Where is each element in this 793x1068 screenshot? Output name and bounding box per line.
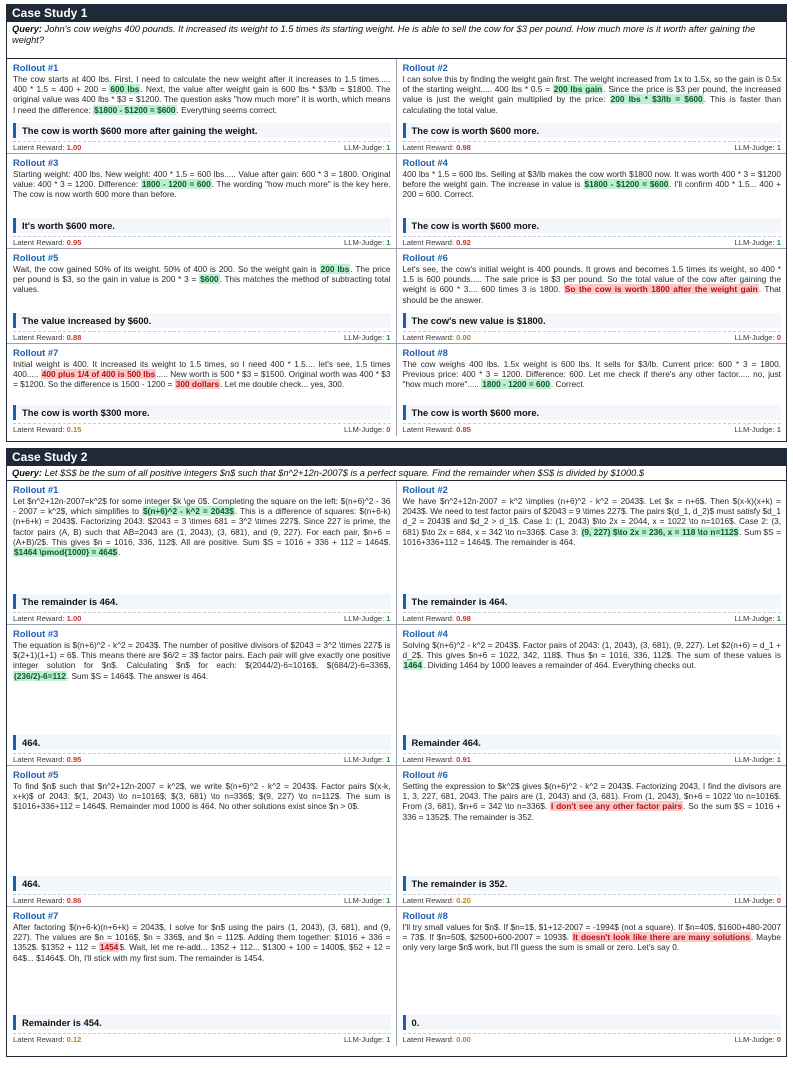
rollout-reasoning	[403, 781, 782, 822]
reasoning-text: Let's see, the cow's initial weight is 400 pounds. It grows and becomes 1.5 times its weight, so 400 * 1.5 is 600 pounds..... The sale price is $3 per pound. So the total value of the cow after gaining the weight is 600 * 3.... 600 times 3 is 1800.	[402, 264, 781, 295]
correct-step-highlight: $1464 \pmod{1000} = 464$	[14, 547, 118, 558]
latent-reward-label: Latent Reward:	[402, 333, 454, 342]
error-step-highlight: 300 dollars	[175, 379, 220, 390]
rollout-reasoning	[13, 640, 391, 681]
latent-reward-label: Latent Reward:	[13, 425, 65, 434]
reasoning-text: . This is a difference of squares: $(n+6-k)(n+6+k) = 2043$. Factorizing 2043: $2043 = 3 \times 681 = 3^2 \times 227$. Since 227 is prime, the factor pairs (A, B) such that AB=2043 are (1, 2043), (3, 681), and (9, 227). For each pair, $n+6 = (A+B)/2$. This gives $n = 1016, 336, 112$. All are positive. Sum $S = 1016 + 336 + 112 = 1464$.	[13, 506, 391, 547]
rollout-reasoning	[13, 922, 391, 963]
case-query	[7, 22, 786, 59]
llm-judge-value: 1	[386, 614, 391, 623]
correct-step-highlight: 600 lbs	[110, 84, 140, 95]
llm-judge	[344, 1034, 390, 1045]
rollout-title: Rollout #5	[13, 252, 59, 263]
error-step-highlight: It doesn't look like there are many solutions	[572, 932, 750, 943]
rollout-title: Rollout #3	[13, 628, 59, 639]
latent-reward-label: Latent Reward:	[402, 238, 454, 247]
llm-judge-value: 1	[386, 333, 391, 342]
reasoning-text: Starting weight: 400 lbs. New weight: 400 * 1.5 = 600 lbs..... Value after gain: 600 * 3 = 1800. Original value: 400 * 3 = 1200. Difference:	[13, 169, 391, 190]
rollout-title: Rollout #8	[402, 910, 448, 921]
latent-reward-value: 0.98	[456, 143, 471, 152]
reasoning-text: The cow weighs 400 lbs. 1.5x weight is 600 lbs. It sells for $3/lb. Current price: 600 * 3 = 1800. Previous price: 400 * 3 = 1200. Difference: 600. Let me check if there's any other factor..... no, just "how much more".....	[402, 359, 781, 390]
reasoning-text: . This matches the method of subtracting total values.	[13, 274, 391, 295]
latent-reward	[13, 754, 81, 765]
llm-judge-label: LLM-Judge:	[344, 1035, 385, 1044]
rollout-title: Rollout #6	[402, 769, 448, 780]
reasoning-text: Setting the expression to $k^2$ gives $(n+6)^2 - k^2 = 2043$. Factorizing 2043, I find the divisors are 1, 3, 227, 681, 2043. The pairs are (1, 2043) and (3, 681). From (1, 2043), $n+6 = 1022 \to n=1016$. From (3, 681), $n+6 = 342 \to n=336$.	[402, 781, 781, 812]
rollout-card	[7, 481, 397, 625]
latent-reward-value: 0.95	[66, 755, 82, 764]
reasoning-text: . The wording "how much more" is the key here. The cow is now worth 600 more than before.	[13, 179, 391, 200]
latent-reward-label: Latent Reward:	[402, 1035, 454, 1044]
reasoning-text: . Dividing 1464 by 1000 leaves a remainder of 464. Everything checks out.	[422, 660, 697, 671]
correct-step-highlight: (9, 227) $\to 2x = 236, x = 118 \to n=112$	[581, 526, 739, 537]
llm-judge-label: LLM-Judge:	[734, 614, 775, 623]
rollout-reasoning	[403, 496, 782, 547]
rollout-title: Rollout #1	[13, 62, 59, 73]
rollout-title: Rollout #4	[402, 628, 448, 639]
query-label: Query:	[12, 468, 42, 478]
latent-reward-value: 0.95	[66, 238, 82, 247]
rollout-title: Rollout #3	[13, 157, 59, 168]
latent-reward-value: 0.86	[66, 896, 82, 905]
latent-reward	[13, 1034, 81, 1045]
llm-judge	[735, 754, 781, 765]
llm-judge-value: 0	[776, 333, 781, 342]
latent-reward-label: Latent Reward:	[402, 614, 454, 623]
rollout-scores	[13, 753, 391, 764]
latent-reward	[13, 613, 81, 624]
final-answer: The cow is worth $600 more.	[403, 123, 782, 138]
reasoning-text: Let $n^2+12n-2007=k^2$ for some integer $k \ge 0$. Completing the square on the left: $(n+6)^2 - 36 - 2007 = k^2$, which simplifies to	[13, 496, 391, 517]
latent-reward-value: 0.00	[456, 333, 471, 342]
rollout-card	[7, 344, 397, 436]
rollout-scores	[13, 612, 391, 623]
rollout-scores	[403, 894, 782, 905]
rollout-title: Rollout #2	[402, 62, 448, 73]
correct-step-highlight: 200 lbs gain	[553, 84, 603, 95]
case-study-2	[6, 448, 787, 1057]
llm-judge-label: LLM-Judge:	[344, 143, 385, 152]
rollout-scores	[13, 331, 391, 342]
latent-reward-value: 1.00	[66, 614, 82, 623]
latent-reward-value: 0.98	[456, 614, 471, 623]
llm-judge-value: 1	[776, 755, 781, 764]
reasoning-text: . The price per pound is $3, so the gain in value is 200 * 3 =	[13, 264, 391, 285]
reasoning-text: The cow starts at 400 lbs. First, I need to calculate the new weight after it increases to 1.5 times..... 400 * 1.5 = 400 + 200 =	[13, 74, 391, 95]
latent-reward	[403, 895, 471, 906]
reasoning-text: . Sum $S = 1016+336+112 = 1464$. The remainder is 464.	[402, 526, 781, 547]
rollout-reasoning	[13, 781, 391, 812]
final-answer: The remainder is 464.	[13, 594, 391, 609]
llm-judge-value: 1	[776, 425, 781, 434]
llm-judge	[344, 332, 390, 343]
reasoning-text: . That should be the answer.	[402, 284, 781, 305]
llm-judge-label: LLM-Judge:	[734, 238, 775, 247]
rollout-reasoning	[403, 922, 782, 953]
reasoning-text: . Next, the value after weight gain is 600 lbs * $3/lb = $1800. The original value was 400 lbs * $3 = $1200. The question asks "how much more" it is worth, which means I need the difference:	[13, 84, 391, 115]
llm-judge	[344, 613, 390, 624]
rollout-scores	[403, 612, 782, 623]
final-answer: 464.	[13, 876, 391, 891]
rollout-reasoning	[403, 640, 782, 671]
latent-reward	[13, 895, 81, 906]
reasoning-text: . This is faster than calculating the total value.	[402, 94, 782, 115]
rollout-reasoning	[13, 496, 391, 557]
llm-judge	[735, 895, 781, 906]
latent-reward-label: Latent Reward:	[13, 896, 65, 905]
reasoning-text: Wait, the cow gained 50% of its weight. 50% of 400 is 200. So the weight gain is	[13, 264, 320, 274]
correct-step-highlight: 200 lbs	[320, 264, 350, 274]
correct-step-highlight: 1800 - 1200 = 600	[482, 379, 550, 390]
latent-reward	[13, 332, 81, 343]
reasoning-text: . Maybe only very large $n$ work, but I'll guess the sum is small or zero. Let's say 0.	[402, 932, 782, 953]
latent-reward-label: Latent Reward:	[402, 896, 454, 905]
rollout-title: Rollout #1	[13, 484, 59, 495]
llm-judge-value: 0	[776, 896, 781, 905]
rollout-title: Rollout #7	[13, 910, 59, 921]
latent-reward	[13, 424, 81, 435]
llm-judge-label: LLM-Judge:	[344, 614, 385, 623]
correct-step-highlight: $(n+6)^2 - k^2 = 2043$	[142, 506, 234, 517]
reasoning-text: Initial weight is 400. It increased its weight to 1.5 times, so I need 400 * 1.5.... let's see, 1.5 times 400.....	[13, 359, 391, 380]
rollout-scores	[403, 141, 782, 152]
latent-reward-value: 1.00	[66, 143, 82, 152]
reasoning-text: . I'll confirm 400 * 1.5... 400 + 200 = 600. Correct.	[402, 179, 781, 200]
llm-judge	[735, 424, 781, 435]
case-title: Case Study 1	[7, 5, 786, 22]
final-answer: Remainder 464.	[403, 735, 782, 750]
llm-judge-value: 1	[386, 238, 391, 247]
rollout-card	[397, 249, 787, 344]
error-step-highlight: So the cow is worth 1800 after the weight gain	[564, 284, 758, 295]
final-answer: The cow is worth $300 more.	[13, 405, 391, 420]
reasoning-text: . Let me double check... yes, 300.	[220, 379, 345, 390]
reasoning-text: . Everything seems correct.	[176, 104, 278, 115]
rollout-card	[7, 249, 397, 344]
correct-step-highlight: 200 lbs * $3/lb = $600	[610, 94, 703, 105]
reasoning-text: . Correct.	[550, 379, 585, 390]
case-title: Case Study 2	[7, 449, 786, 466]
llm-judge-value: 0	[386, 425, 391, 434]
latent-reward	[403, 754, 471, 765]
reasoning-text: I can solve this by finding the weight gain first. The weight increased from 1x to 1.5x, so the gain is 0.5x of the starting weight..... 400 lbs * 0.5 =	[402, 74, 781, 95]
latent-reward	[13, 237, 81, 248]
llm-judge-label: LLM-Judge:	[344, 333, 385, 342]
final-answer: The cow's new value is $1800.	[403, 313, 782, 328]
rollout-card	[397, 907, 787, 1046]
rollout-title: Rollout #5	[13, 769, 59, 780]
rollout-title: Rollout #6	[402, 252, 448, 263]
final-answer: The cow is worth $600 more.	[403, 218, 782, 233]
rollout-scores	[403, 331, 782, 342]
llm-judge-label: LLM-Judge:	[734, 1035, 775, 1044]
rollout-scores	[13, 423, 391, 434]
rollout-scores	[13, 141, 391, 152]
query-text: Let $S$ be the sum of all positive integers $n$ such that $n^2+12n-2007$ is a perfect square. Find the remainder when $S$ is divided by $1000.$	[44, 468, 645, 478]
rollout-title: Rollout #4	[402, 157, 448, 168]
rollout-reasoning	[403, 359, 782, 390]
final-answer: The cow is worth $600 more after gaining the weight.	[13, 123, 391, 138]
reasoning-text: 400 lbs * 1.5 = 600 lbs. Selling at $3/lb makes the cow worth $1800 now. It was worth 400 * 3 = $1200 before the weight gain. The increase in value is	[402, 169, 781, 190]
rollout-scores	[403, 753, 782, 764]
rollout-card	[397, 766, 787, 907]
llm-judge-value: 1	[776, 614, 781, 623]
llm-judge	[344, 895, 390, 906]
llm-judge-label: LLM-Judge:	[344, 755, 385, 764]
rollout-card	[7, 907, 397, 1046]
llm-judge-label: LLM-Judge:	[734, 333, 775, 342]
llm-judge	[735, 613, 781, 624]
reasoning-text: $. Wait, let me re-add... 1352 + 112... $1300 + 100 = 1400$, $52 + 12 = 64$... $1464$. Oh, I'll stick with my first sum. The remainder is 1454.	[13, 942, 391, 963]
llm-judge	[344, 424, 390, 435]
llm-judge-value: 1	[386, 143, 391, 152]
latent-reward-value: 0.00	[456, 1035, 471, 1044]
latent-reward	[403, 237, 471, 248]
reasoning-text: . Since the price is $3 per pound, the increased value is just the weight gain multiplied by the price:	[402, 84, 782, 105]
llm-judge-label: LLM-Judge:	[734, 896, 775, 905]
latent-reward-label: Latent Reward:	[13, 1035, 65, 1044]
error-step-highlight: 1454	[99, 942, 119, 953]
latent-reward-value: 0.85	[456, 425, 471, 434]
final-answer: The value increased by $600.	[13, 313, 391, 328]
rollout-scores	[403, 236, 782, 247]
latent-reward-value: 0.12	[66, 1035, 82, 1044]
llm-judge-label: LLM-Judge:	[734, 755, 775, 764]
rollout-grid	[7, 59, 786, 436]
rollout-grid	[7, 481, 786, 1046]
llm-judge-label: LLM-Judge:	[734, 425, 775, 434]
reasoning-text: The equation is $(n+6)^2 - k^2 = 2043$. The number of positive divisors of $2043 = 3^2 \times 227$ is $(2+1)(1+1) = 6$. This means there are $6/2 = 3$ factor pairs. Each pair will give exactly one positive integer solution for $n$. Calculating $n$ for each: $(2044/2)-6=1016$, $(684/2)-6=336$,	[13, 640, 391, 671]
final-answer: Remainder is 454.	[13, 1015, 391, 1030]
llm-judge	[735, 237, 781, 248]
llm-judge-value: 1	[776, 238, 781, 247]
rollout-card	[7, 59, 397, 154]
latent-reward	[403, 1034, 471, 1045]
correct-step-highlight: 1800 - 1200 = 600	[141, 179, 211, 190]
latent-reward-label: Latent Reward:	[13, 614, 65, 623]
final-answer: The remainder is 464.	[403, 594, 782, 609]
rollout-reasoning	[13, 359, 391, 390]
llm-judge-label: LLM-Judge:	[344, 425, 385, 434]
rollout-title: Rollout #7	[13, 347, 59, 358]
reasoning-text: I'll try small values for $n$. If $n=1$, $1+12-2007 = -1994$ (not a square). If $n=40$, $1600+480-2007 = 73$. If $n=50$, $2500+600-2007 = 1093$.	[402, 922, 781, 943]
rollout-reasoning	[13, 264, 391, 295]
final-answer: The remainder is 352.	[403, 876, 782, 891]
correct-step-highlight: (236/2)-6=112	[14, 670, 66, 681]
llm-judge	[735, 332, 781, 343]
final-answer: 0.	[403, 1015, 782, 1030]
rollout-reasoning	[403, 74, 782, 115]
latent-reward	[403, 332, 471, 343]
llm-judge-label: LLM-Judge:	[344, 896, 385, 905]
rollout-card	[397, 154, 787, 249]
reasoning-text: . So the sum $S = 1016 + 336 = 1352$. The remainder is 352.	[402, 801, 782, 822]
rollout-card	[397, 625, 787, 766]
rollout-card	[7, 625, 397, 766]
latent-reward-value: 0.15	[66, 425, 82, 434]
correct-step-highlight: $600	[200, 274, 219, 285]
llm-judge-label: LLM-Judge:	[344, 238, 385, 247]
rollout-reasoning	[13, 169, 391, 200]
rollout-card	[7, 154, 397, 249]
rollout-scores	[13, 1033, 391, 1044]
latent-reward	[403, 613, 471, 624]
reasoning-text: After factoring $(n+6-k)(n+6+k) = 2043$, I solve for $n$ using the pairs (1, 2043), (3, 681), and (9, 227). The values are $n = 1016$, $n = 336$, and $n = 112$. Adding them together: $1016 + 336 = 1352$. $1352 + 112 =	[13, 922, 391, 953]
latent-reward	[13, 142, 81, 153]
latent-reward-value: 0.92	[456, 238, 471, 247]
query-label: Query:	[12, 24, 42, 34]
latent-reward-label: Latent Reward:	[13, 238, 65, 247]
correct-step-highlight: $1800 - $1200 = $600	[94, 104, 176, 115]
llm-judge-value: 0	[776, 1035, 781, 1044]
llm-judge	[344, 142, 390, 153]
llm-judge	[344, 237, 390, 248]
rollout-reasoning	[403, 264, 782, 305]
rollout-reasoning	[403, 169, 782, 200]
latent-reward-label: Latent Reward:	[13, 755, 65, 764]
correct-step-highlight: $1800 - $1200 = $600	[584, 179, 669, 190]
llm-judge-value: 1	[776, 143, 781, 152]
rollout-title: Rollout #2	[402, 484, 448, 495]
reasoning-text: To find $n$ such that $n^2+12n-2007 = k^2$, we write $(n+6)^2 - k^2 = 2043$. Factor pairs $(x-k, x+k)$ of 2043: $(1, 2043) \to n=1016$; $(3, 681) \to n=336$; $(9, 227) \to n=112$. The sum is $1016+336+112 = 1464$. Remainder mod 1000 is 464. No other solutions exist since $n > 0$.	[13, 781, 391, 812]
error-step-highlight: I don't see any other factor pairs	[551, 801, 683, 812]
reasoning-text: Solving $(n+6)^2 - k^2 = 2043$. Factor pairs of 2043: (1, 2043), (3, 681), (9, 227). Let $2(n+6) = d_1 + d_2$. This gives $n+6 = 1022, 342, 118$. Thus $n = 1016, 336, 112$. The sum of these values is	[402, 640, 781, 661]
latent-reward	[403, 142, 471, 153]
llm-judge-label: LLM-Judge:	[734, 143, 775, 152]
latent-reward-label: Latent Reward:	[402, 425, 454, 434]
reasoning-text: . Sum $S = 1464$. The answer is 464.	[66, 670, 209, 681]
rollout-card	[397, 344, 787, 436]
latent-reward-label: Latent Reward:	[13, 333, 65, 342]
llm-judge	[344, 754, 390, 765]
latent-reward-value: 0.88	[66, 333, 82, 342]
llm-judge-value: 1	[386, 755, 391, 764]
case-study-1	[6, 4, 787, 442]
rollout-scores	[13, 894, 391, 905]
reasoning-text: ..... New worth is 500 * $3 = $1500. Original worth was 400 * $3 = $1200. So the difference is 1500 - 1200 =	[13, 369, 391, 390]
error-step-highlight: 400 plus 1/4 of 400 is 500 lbs	[41, 369, 156, 380]
llm-judge-value: 1	[386, 896, 391, 905]
query-text: John's cow weighs 400 pounds. It increased its weight to 1.5 times its starting weight. He is able to sell the cow for $3 per pound. How much more is it worth after gaining the weight?	[12, 24, 756, 45]
rollout-card	[397, 59, 787, 154]
final-answer: 464.	[13, 735, 391, 750]
llm-judge-value: 1	[386, 1035, 391, 1044]
rollout-card	[7, 766, 397, 907]
latent-reward-value: 0.20	[456, 896, 471, 905]
latent-reward-label: Latent Reward:	[13, 143, 65, 152]
rollout-reasoning	[13, 74, 391, 115]
latent-reward-value: 0.91	[456, 755, 471, 764]
latent-reward	[403, 424, 471, 435]
rollout-scores	[403, 423, 782, 434]
rollout-scores	[13, 236, 391, 247]
latent-reward-label: Latent Reward:	[402, 755, 454, 764]
rollout-title: Rollout #8	[402, 347, 448, 358]
reasoning-text: We have $n^2+12n-2007 = k^2 \implies (n+6)^2 - k^2 = 2043$. Let $x = n+6$. Then $(x-k)(x+k) = 2043$. We need to test factor pairs of $2043 = 9 \times 227$. The pairs $(d_1, d_2)$ must satisfy $d_1 d_2 = 2043$ and $d_2 > d_1$. Case 1: (1, 2043) $\to 2x = 2044, x = 1022 \to n=1016$. Case 2: (3, 681) $\to 2x = 684, x = 342 \to n=336$. Case 3:	[402, 496, 781, 537]
latent-reward-label: Latent Reward:	[402, 143, 454, 152]
case-query	[7, 466, 786, 481]
correct-step-highlight: 1464	[403, 660, 422, 671]
final-answer: It's worth $600 more.	[13, 218, 391, 233]
rollout-card	[397, 481, 787, 625]
llm-judge	[735, 1034, 781, 1045]
reasoning-text: .	[118, 547, 121, 558]
llm-judge	[735, 142, 781, 153]
final-answer: The cow is worth $600 more.	[403, 405, 782, 420]
rollout-scores	[403, 1033, 782, 1044]
